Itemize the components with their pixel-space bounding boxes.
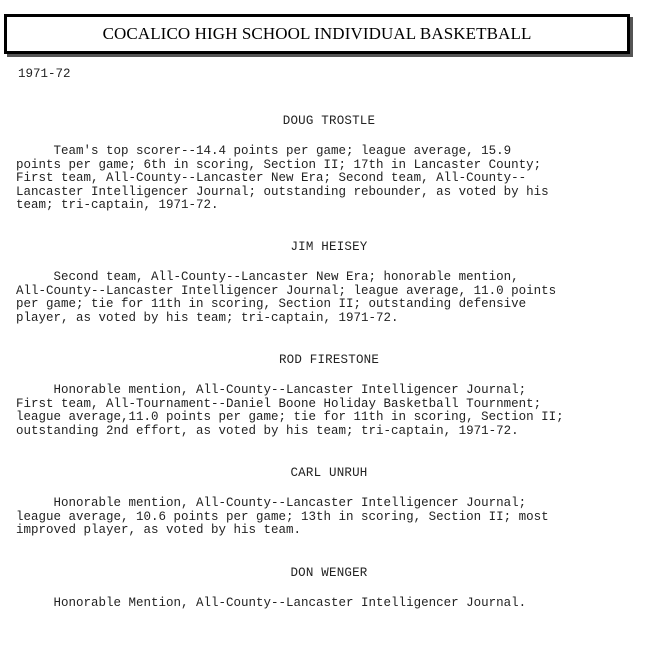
season-label: 1971-72 xyxy=(18,67,71,81)
page-title: COCALICO HIGH SCHOOL INDIVIDUAL BASKETBALL xyxy=(102,24,532,43)
player-name: DOUG TROSTLE xyxy=(282,114,376,128)
player-description: Second team, All-County--Lancaster New Era; honorable mention, All-County--Lancaster Intelligencer Journal; league average, 11.0 points per game; tie for 11th in scoring, Section II; outstanding defensive player, as voted by his team; tri-captain, 1971-72. xyxy=(16,270,557,325)
player-name: JIM HEISEY xyxy=(290,240,368,254)
player-description: Honorable Mention, All-County--Lancaster Intelligencer Journal. xyxy=(16,596,527,610)
player-entry-wenger xyxy=(16,566,642,611)
player-description: Honorable mention, All-County--Lancaster Intelligencer Journal; First team, All-Tournament--Daniel Boone Holiday Basketball Tournment; league average,11.0 points per game; tie for 11th in scoring, Section II; outstanding 2nd effort, as voted by his team; tri-captain, 1971-72. xyxy=(16,383,564,438)
player-entry-firestone xyxy=(16,353,642,438)
player-name: ROD FIRESTONE xyxy=(278,353,380,367)
player-entry-trostle xyxy=(16,114,642,213)
player-name: CARL UNRUH xyxy=(290,466,368,480)
player-description: Team's top scorer--14.4 points per game; league average, 15.9 points per game; 6th in scoring, Section II; 17th in Lancaster County; First team, All-County--Lancaster New Era; Second team, All-County-- Lancaster Intelligencer Journal; outstanding rebounder, as voted by his team; tri-captain, 1971-72. xyxy=(16,144,549,212)
player-name: DON WENGER xyxy=(290,566,368,580)
header-box xyxy=(4,14,630,54)
player-entry-heisey xyxy=(16,240,642,325)
player-entry-unruh xyxy=(16,466,642,538)
player-description: Honorable mention, All-County--Lancaster Intelligencer Journal; league average, 10.6 points per game; 13th in scoring, Section II; most improved player, as voted by his team. xyxy=(16,496,549,537)
